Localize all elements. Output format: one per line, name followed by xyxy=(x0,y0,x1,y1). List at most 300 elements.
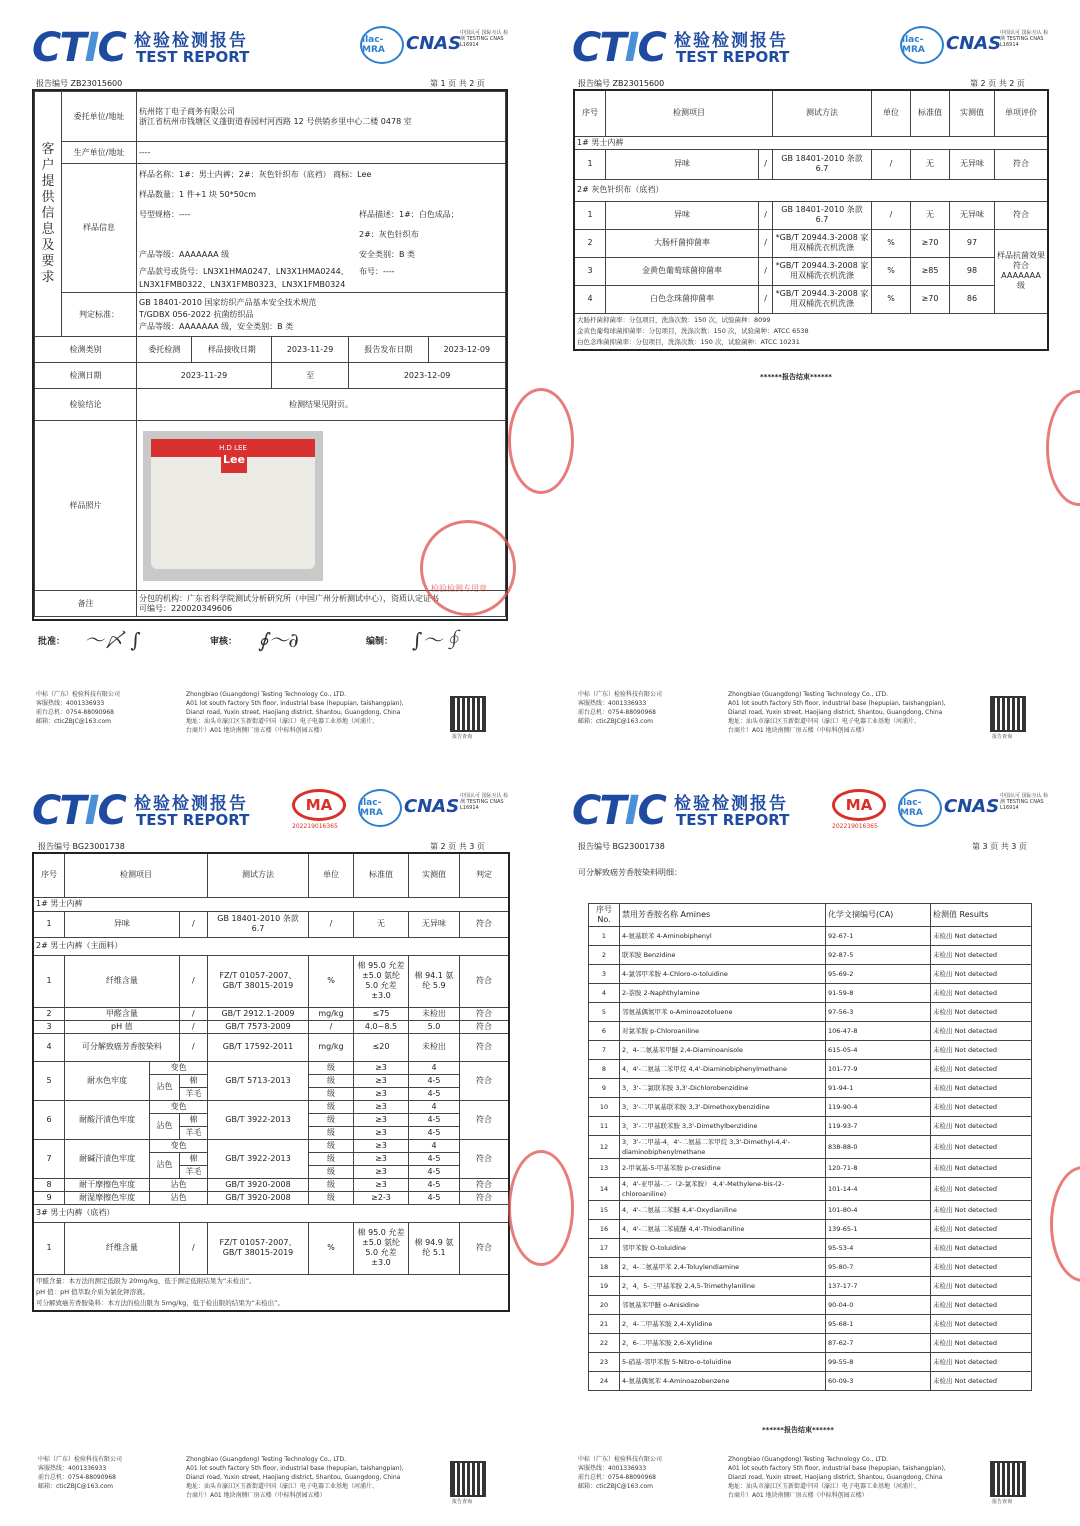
cell: 未检出 Not detected xyxy=(931,1098,1032,1117)
cell: 60-09-3 xyxy=(826,1372,931,1391)
cell: 4-5 xyxy=(409,1178,460,1191)
cell: 4 xyxy=(574,285,606,313)
cell: 4 xyxy=(409,1061,460,1074)
qr-label: 报告查询 xyxy=(992,1499,1013,1505)
cell: / xyxy=(179,1007,207,1020)
qr-code-icon[interactable] xyxy=(450,1461,486,1497)
col-header: 判定 xyxy=(460,853,510,897)
cell: 未检出 xyxy=(409,1033,460,1061)
cell: 92-67-1 xyxy=(826,927,931,946)
cell: 级 xyxy=(309,1100,354,1113)
cell: 3，3'-二甲基-4，4'-二氨基二苯甲烷 3,3'-Dimethyl-4,4'-diaminobiphenylmethane xyxy=(620,1136,826,1159)
cell: 99-55-8 xyxy=(826,1353,931,1372)
cell: 2，4-二氨基苯甲醚 2,4-Diaminoanisole xyxy=(620,1041,826,1060)
cell: 95-68-1 xyxy=(826,1315,931,1334)
col-header: 实测值 xyxy=(950,90,995,136)
section-row: 2# 男士内裤（主面料） xyxy=(33,937,509,955)
issue-date: 2023-12-09 xyxy=(428,337,505,363)
cell: 2-萘胺 2-Naphthylamine xyxy=(620,984,826,1003)
cell: 棉 xyxy=(179,1074,207,1087)
cell: 18 xyxy=(589,1258,620,1277)
section-row: 1# 男士内裤 xyxy=(33,897,509,911)
side-label: 客户提供信息及要求 xyxy=(35,92,62,337)
cell: ≥3 xyxy=(354,1152,409,1165)
cell: 101-80-4 xyxy=(826,1201,931,1220)
result-table xyxy=(32,852,510,1312)
cell: mg/kg xyxy=(309,1033,354,1061)
cell: 4 xyxy=(33,1033,65,1061)
remark-1: 分包的机构：广东省科学院测试分析研究所（中国广州分析测试中心），资质认定证书 xyxy=(139,593,439,603)
cell: *GB/T 20944.3-2008 家用双桶洗衣机洗涤 xyxy=(773,285,872,313)
cell: 未检出 Not detected xyxy=(931,1178,1032,1201)
cell: 1 xyxy=(33,1222,65,1274)
amine-row xyxy=(589,984,1032,1003)
cell: 2，6-二甲基苯胺 2,6-Xylidine xyxy=(620,1334,826,1353)
seam-stamp xyxy=(508,1150,574,1266)
cell: 16 xyxy=(589,1220,620,1239)
cell: 变色 xyxy=(150,1061,208,1074)
cell: 4，4'-二氨基二苯硫醚 4,4'-Thiodianiline xyxy=(620,1220,826,1239)
cell: 级 xyxy=(309,1139,354,1152)
amine-row xyxy=(589,1201,1032,1220)
cell: 级 xyxy=(309,1061,354,1074)
cell: 106-47-8 xyxy=(826,1022,931,1041)
report-header xyxy=(572,787,1052,833)
cell: 3 xyxy=(33,1020,65,1033)
cell: 4-5 xyxy=(409,1126,460,1139)
cell: 91-59-8 xyxy=(826,984,931,1003)
result-table xyxy=(573,89,1049,351)
cell: 未检出 Not detected xyxy=(931,1220,1032,1239)
cell: 无 xyxy=(911,201,950,229)
cell: 异味 xyxy=(65,911,180,937)
cell: 符合 xyxy=(460,1191,510,1204)
cell: 羊毛 xyxy=(179,1087,207,1100)
col-header: 单位 xyxy=(309,853,354,897)
title-cn: 检验检测报告 xyxy=(134,794,248,814)
col-header: 序号 xyxy=(574,90,606,136)
sample-desc: 样品描述：1#：白色成品； xyxy=(359,210,459,219)
report-number: 报告编号 ZB23015600 xyxy=(36,79,123,88)
amine-intro: 可分解致癌芳香胺染料明细： xyxy=(578,868,682,877)
cell: 未检出 Not detected xyxy=(931,1315,1032,1334)
title-en: TEST REPORT xyxy=(676,48,790,66)
cell: 未检出 Not detected xyxy=(931,1334,1032,1353)
cell: FZ/T 01057-2007、GB/T 38015-2019 xyxy=(208,1222,309,1274)
cell: 棉 xyxy=(179,1113,207,1126)
cell: 4，4'-二氨基二苯甲烷 4,4'-Diaminobiphenylmethane xyxy=(620,1060,826,1079)
cnas-logo-icon: CNAS xyxy=(946,32,1002,54)
cell: 24 xyxy=(589,1372,620,1391)
title-cn: 检验检测报告 xyxy=(674,794,788,814)
waistband: H.D LEE xyxy=(151,439,315,457)
amine-row xyxy=(589,1098,1032,1117)
report-page-4 xyxy=(540,763,1080,1526)
cell: 变色 xyxy=(150,1100,208,1113)
cell: 未检出 Not detected xyxy=(931,1353,1032,1372)
cell: 沾色 xyxy=(150,1191,208,1204)
cloth-number: 布号：---- xyxy=(359,267,395,276)
cell: 19 xyxy=(589,1277,620,1296)
cell: 5 xyxy=(589,1003,620,1022)
cell: GB 18401-2010 条款 6.7 xyxy=(773,201,872,229)
remark-label: 备注 xyxy=(35,591,137,617)
cell: 6 xyxy=(589,1022,620,1041)
amine-row xyxy=(589,965,1032,984)
amine-row xyxy=(589,1315,1032,1334)
cell: % xyxy=(872,257,911,285)
cell: 4-氨基偶氮苯 4-Aminoazobenzene xyxy=(620,1372,826,1391)
cell: 101-77-9 xyxy=(826,1060,931,1079)
remark-2: 可编号：220020349606 xyxy=(139,603,233,613)
cell: 2，4，5-三甲基苯胺 2,4,5-Trimethylaniline xyxy=(620,1277,826,1296)
cell: 7 xyxy=(33,1139,65,1178)
qr-code-icon[interactable] xyxy=(450,696,486,732)
sample-qty: 样品数量：1 件+1 块 50*50cm xyxy=(139,190,257,199)
qr-code-icon[interactable] xyxy=(990,696,1026,732)
cell: 4，4'-亚甲基-二-（2-氯苯胺） 4,4'-Methylene-bis-(2-chloroaniline) xyxy=(620,1178,826,1201)
cell: 沾色 xyxy=(150,1074,179,1100)
cell: 6 xyxy=(33,1100,65,1139)
cell: 未检出 Not detected xyxy=(931,1041,1032,1060)
cell: 4-5 xyxy=(409,1152,460,1165)
cell: 2，4-二氨基甲苯 2,4-Toluylendiamine xyxy=(620,1258,826,1277)
maker-label: 生产单位/地址 xyxy=(62,142,137,164)
cell: ≤20 xyxy=(354,1033,409,1061)
test-date-to: 2023-12-09 xyxy=(349,363,506,389)
col-header: 标准值 xyxy=(911,90,950,136)
cell: GB/T 2912.1-2009 xyxy=(208,1007,309,1020)
report-page-3 xyxy=(0,763,540,1526)
test-date-to-word: 至 xyxy=(271,363,348,389)
cell: 3，3'-二氯联苯胺 3,3'-Dichlorobenzidine xyxy=(620,1079,826,1098)
client-label: 委托单位/地址 xyxy=(62,92,137,142)
col-header: 化学文摘编号(CA) xyxy=(826,904,931,927)
col-header: 测试方法 xyxy=(208,853,309,897)
cell: 级 xyxy=(309,1126,354,1139)
review-label: 审核： xyxy=(210,637,238,647)
cell: 3，3'-二甲氧基联苯胺 3,3'-Dimethoxybenzidine xyxy=(620,1098,826,1117)
amine-row xyxy=(589,1022,1032,1041)
title-cn: 检验检测报告 xyxy=(134,31,248,51)
maker-value: ---- xyxy=(137,142,506,164)
cell: ≥3 xyxy=(354,1100,409,1113)
cnas-note: 中国认可 国际互认 检测 TESTING CNAS L16914 xyxy=(460,30,509,48)
cell: 1 xyxy=(589,927,620,946)
cell: 级 xyxy=(309,1087,354,1100)
footer-left: 中标（广东）检验科技有限公司 客服热线：4001336933 前台总机：0754-88090968 邮箱：cticZBJC@163.com xyxy=(578,1456,663,1490)
amine-row xyxy=(589,1220,1032,1239)
cell: 7 xyxy=(589,1041,620,1060)
standard-1: GB 18401-2010 国家纺织产品基本安全技术规范 xyxy=(139,297,317,307)
cell: ≤75 xyxy=(354,1007,409,1020)
cell: 86 xyxy=(950,285,995,313)
cell: 级 xyxy=(309,1074,354,1087)
cell: GB/T 3922-2013 xyxy=(208,1139,309,1178)
col-header: 检测值 Results xyxy=(931,904,1032,927)
cell: GB/T 3920-2008 xyxy=(208,1191,309,1204)
cell: 3 xyxy=(574,257,606,285)
cell: 纤维含量 xyxy=(65,955,180,1007)
cell: 20 xyxy=(589,1296,620,1315)
cell: 羊毛 xyxy=(179,1165,207,1178)
cell: 139-65-1 xyxy=(826,1220,931,1239)
standard-3: 产品等级：AAAAAAA 级，安全类别：B 类 xyxy=(139,321,294,331)
amine-table xyxy=(588,903,1032,1391)
cell: 未检出 Not detected xyxy=(931,1060,1032,1079)
col-header: 测试方法 xyxy=(773,90,872,136)
test-date-label: 检测日期 xyxy=(35,363,137,389)
cell: GB/T 7573-2009 xyxy=(208,1020,309,1033)
cell: % xyxy=(309,955,354,1007)
cell: 级 xyxy=(309,1178,354,1191)
cell: 甲醛含量 xyxy=(65,1007,180,1020)
cell: ≥3 xyxy=(354,1113,409,1126)
cell: 对氯苯胺 p-Chloroaniline xyxy=(620,1022,826,1041)
cell: / xyxy=(759,257,773,285)
cell: 符合 xyxy=(460,1033,510,1061)
cell: ≥2-3 xyxy=(354,1191,409,1204)
photo-label: 样品照片 xyxy=(35,421,137,591)
amine-row xyxy=(589,1041,1032,1060)
cell: 11 xyxy=(589,1117,620,1136)
cell: 棉 94.1 氨纶 5.9 xyxy=(409,955,460,1007)
cell: 无异味 xyxy=(950,149,995,179)
cma-number: 202219016365 xyxy=(832,823,878,830)
cell: 未检出 Not detected xyxy=(931,1159,1032,1178)
cell: ≥3 xyxy=(354,1074,409,1087)
sample-label: 样品信息 xyxy=(62,164,137,293)
cell: 未检出 Not detected xyxy=(931,927,1032,946)
article-numbers: 产品款号或货号：LN3X1HMA0247、LN3X1HMA0244、LN3X1FMB0322、LN3X1FMB0323、LN3X1FMB0324 xyxy=(139,267,349,289)
approve-label: 批准： xyxy=(38,637,66,647)
cell: / xyxy=(309,1020,354,1033)
receive-date-label: 样品接收日期 xyxy=(192,337,271,363)
cma-logo-icon: MA xyxy=(292,789,346,821)
cell: 金黄色葡萄球菌抑菌率 xyxy=(606,257,759,285)
footer-left: 中标（广东）检验科技有限公司 客服热线：4001336933 前台总机：0754-88090968 邮箱：cticZBJC@163.com xyxy=(36,691,121,725)
test-category-label: 检测类别 xyxy=(35,337,137,363)
cell: 未检出 Not detected xyxy=(931,1079,1032,1098)
cell: 符合 xyxy=(460,1178,510,1191)
ilac-mra-icon: ilac-MRA xyxy=(358,789,402,827)
cell: 未检出 Not detected xyxy=(931,1201,1032,1220)
issue-date-label: 报告发布日期 xyxy=(349,337,428,363)
amine-row xyxy=(589,1372,1032,1391)
cell: 级 xyxy=(309,1152,354,1165)
title-en: TEST REPORT xyxy=(136,48,250,66)
test-category-value: 委托检测 xyxy=(137,337,192,363)
cell: ≥85 xyxy=(911,257,950,285)
cell: 4.0~8.5 xyxy=(354,1020,409,1033)
cell: 8 xyxy=(589,1060,620,1079)
safety-class: 安全类别：B 类 xyxy=(359,250,416,259)
cell: 沾色 xyxy=(150,1152,179,1178)
inspection-stamp xyxy=(420,520,516,616)
cell: 1 xyxy=(33,955,65,1007)
cell: 13 xyxy=(589,1159,620,1178)
amine-row xyxy=(589,1159,1032,1178)
cell: 9 xyxy=(589,1079,620,1098)
cell: 邻氨基苯甲醚 o-Anisidine xyxy=(620,1296,826,1315)
cell: 级 xyxy=(309,1191,354,1204)
cell: 白色念珠菌抑菌率 xyxy=(606,285,759,313)
amine-row xyxy=(589,1353,1032,1372)
report-header xyxy=(32,24,512,70)
cell: 邻氨基偶氮甲苯 o-Aminoazotoluene xyxy=(620,1003,826,1022)
cnas-logo-icon: CNAS xyxy=(944,795,1000,817)
cell: FZ/T 01057-2007、GB/T 38015-2019 xyxy=(208,955,309,1007)
cell: 级 xyxy=(309,1165,354,1178)
sample-desc-2: 2#：灰色针织布 xyxy=(359,230,419,239)
cell: 沾色 xyxy=(150,1178,208,1191)
cell: GB/T 17592-2011 xyxy=(208,1033,309,1061)
cell: / xyxy=(759,285,773,313)
col-header: 单项评价 xyxy=(995,90,1049,136)
cell: 符合 xyxy=(460,955,510,1007)
cell: 符合 xyxy=(460,1007,510,1020)
cell: 3，3'-二甲基联苯胺 3,3'-Dimethylbenzidine xyxy=(620,1117,826,1136)
amine-row xyxy=(589,946,1032,965)
merged-evaluation: 样品抗菌效果符合 AAAAAAA 级 xyxy=(995,229,1049,313)
cell: 符合 xyxy=(995,201,1049,229)
page-number: 第 2 页 共 3 页 xyxy=(430,842,485,851)
cell: 纤维含量 xyxy=(65,1222,180,1274)
cell: 耐碱汗渍色牢度 xyxy=(65,1139,150,1178)
cell: 联苯胺 Benzidine xyxy=(620,946,826,965)
cell: 邻甲苯胺 O-toluidine xyxy=(620,1239,826,1258)
cell: 2-甲氧基-5-甲基苯胺 p-cresidine xyxy=(620,1159,826,1178)
cell: / xyxy=(759,149,773,179)
cell: 97 xyxy=(950,229,995,257)
amine-row xyxy=(589,1239,1032,1258)
cell: 21 xyxy=(589,1315,620,1334)
cnas-logo-icon: CNAS xyxy=(404,795,460,817)
cell: / xyxy=(759,201,773,229)
cell: 4 xyxy=(589,984,620,1003)
cnas-note: 中国认可 国际互认 检测 TESTING CNAS L16914 xyxy=(1000,30,1049,48)
cell: 119-93-7 xyxy=(826,1117,931,1136)
cell: 5.0 xyxy=(409,1020,460,1033)
cell: 23 xyxy=(589,1353,620,1372)
report-number: 报告编号 BG23001738 xyxy=(38,842,125,851)
note: 可分解致癌芳香胺染料：本方法的检出限为 5mg/kg，低于检出限的结果为“未检出”。 xyxy=(36,1298,284,1307)
cell: ≥70 xyxy=(911,285,950,313)
cell: 无 xyxy=(911,149,950,179)
cell: 91-94-1 xyxy=(826,1079,931,1098)
report-end: ******报告结束****** xyxy=(762,1426,834,1434)
cell: 2 xyxy=(574,229,606,257)
ilac-mra-icon: ilac-MRA xyxy=(360,26,404,64)
cell: ≥3 xyxy=(354,1165,409,1178)
product-grade: 产品等级：AAAAAAA 级 xyxy=(139,250,230,259)
qr-label: 报告查询 xyxy=(452,734,473,740)
qr-code-icon[interactable] xyxy=(990,1461,1026,1497)
amine-row xyxy=(589,1277,1032,1296)
cell: / xyxy=(872,201,911,229)
cell: 沾色 xyxy=(150,1113,179,1139)
cell: 97-56-3 xyxy=(826,1003,931,1022)
report-end: ******报告结束****** xyxy=(760,373,832,381)
cell: 无 xyxy=(354,911,409,937)
amine-row xyxy=(589,1296,1032,1315)
cell: 3 xyxy=(589,965,620,984)
cell: GB 18401-2010 条款 6.7 xyxy=(773,149,872,179)
cell: 8 xyxy=(33,1178,65,1191)
conclusion-label: 检验结论 xyxy=(35,389,137,421)
cell: 4-氯邻甲苯胺 4-Chloro-o-toluidine xyxy=(620,965,826,984)
cell: 耐酸汗渍色牢度 xyxy=(65,1100,150,1139)
cnas-note: 中国认可 国际互认 检测 TESTING CNAS L16914 xyxy=(1000,793,1049,811)
cell: 2 xyxy=(33,1007,65,1020)
client-address: 浙江省杭州市钱塘区义蓬街道春园村河西路 12 号供销乡里中心二楼 0478 室 xyxy=(139,116,412,126)
col-header: 检测项目 xyxy=(65,853,208,897)
cell: 棉 xyxy=(179,1152,207,1165)
cell: / xyxy=(179,1020,207,1033)
cell: 1 xyxy=(574,149,606,179)
cell: ≥3 xyxy=(354,1061,409,1074)
receive-date: 2023-11-29 xyxy=(271,337,348,363)
title-en: TEST REPORT xyxy=(676,811,790,829)
cell: 变色 xyxy=(150,1139,208,1152)
cell: 137-17-7 xyxy=(826,1277,931,1296)
cell: 未检出 Not detected xyxy=(931,1277,1032,1296)
cell: 10 xyxy=(589,1098,620,1117)
cell: 耐水色牢度 xyxy=(65,1061,150,1100)
cell: 棉 94.9 氨纶 5.1 xyxy=(409,1222,460,1274)
cell: 98 xyxy=(950,257,995,285)
cell: 2，4-二甲基苯胺 2,4-Xylidine xyxy=(620,1315,826,1334)
cell: 615-05-4 xyxy=(826,1041,931,1060)
cell: *GB/T 20944.3-2008 家用双桶洗衣机洗涤 xyxy=(773,229,872,257)
footer-right: Zhongbiao (Guangdong) Testing Technology Co., LTD. A01 lot south factory 5th floor, industrial base (hepupian, taishangpian), Dianzi road, Yuxin street, Haojiang district, Shantou, Guangdong, China 地址：汕头市濠江区玉新街道中国（濠江）电子电器工业基地（河浦片、 台商片）A01 地块南侧厂房五楼（中标科创园五楼） xyxy=(728,1456,946,1499)
cell: mg/kg xyxy=(309,1007,354,1020)
note: 大肠杆菌抑菌率：分包项目，洗涤次数：150 次，试验菌种：8099 xyxy=(577,315,771,324)
cell: 95-69-2 xyxy=(826,965,931,984)
cell: 符合 xyxy=(460,911,510,937)
brand-label: Lee xyxy=(221,455,247,473)
seam-stamp xyxy=(508,388,574,494)
footer-left: 中标（广东）检验科技有限公司 客服热线：4001336933 前台总机：0754-88090968 邮箱：cticZBJC@163.com xyxy=(578,691,663,725)
qr-label: 报告查询 xyxy=(452,1499,473,1505)
note: 白色念珠菌抑菌率：分包项目，洗涤次数：150 次，试验菌种：ATCC 10231 xyxy=(577,337,800,346)
amine-row xyxy=(589,1136,1032,1159)
amine-row xyxy=(589,1178,1032,1201)
cell: 4-氨基联苯 4-Aminobiphenyl xyxy=(620,927,826,946)
footer-right: Zhongbiao (Guangdong) Testing Technology Co., LTD. A01 lot south factory 5th floor, industrial base (hepupian, taishangpian), Dianzi road, Yuxin street, Haojiang district, Shantou, Guangdong, China 地址：汕头市濠江区玉新街道中国（濠江）电子电器工业基地（河浦片、 台商片）A01 地块南侧厂房五楼（中标科创园五楼） xyxy=(728,691,946,734)
amine-row xyxy=(589,927,1032,946)
page-number: 第 3 页 共 3 页 xyxy=(972,842,1027,851)
reviewer-signature: ∮〜∂ xyxy=(258,628,299,652)
cell: 未检出 Not detected xyxy=(931,1296,1032,1315)
cell: / xyxy=(179,1033,207,1061)
cell: ≥3 xyxy=(354,1178,409,1191)
cell: 12 xyxy=(589,1136,620,1159)
cell: 1 xyxy=(33,911,65,937)
col-header: 标准值 xyxy=(354,853,409,897)
cell: 棉 95.0 允差±5.0 氨纶 5.0 允差±3.0 xyxy=(354,1222,409,1274)
cell: 90-04-0 xyxy=(826,1296,931,1315)
cell: 异味 xyxy=(606,149,759,179)
report-header xyxy=(32,787,512,833)
cell: 未检出 Not detected xyxy=(931,946,1032,965)
footer-left: 中标（广东）检验科技有限公司 客服热线：4001336933 前台总机：0754-88090968 邮箱：cticZBJC@163.com xyxy=(38,1456,123,1490)
cell: 22 xyxy=(589,1334,620,1353)
cell: 119-90-4 xyxy=(826,1098,931,1117)
standard-2: T/GDBX 056-2022 抗菌纺织品 xyxy=(139,309,254,319)
page-number: 第 1 页 共 2 页 xyxy=(430,79,485,88)
cell: 4-5 xyxy=(409,1074,460,1087)
